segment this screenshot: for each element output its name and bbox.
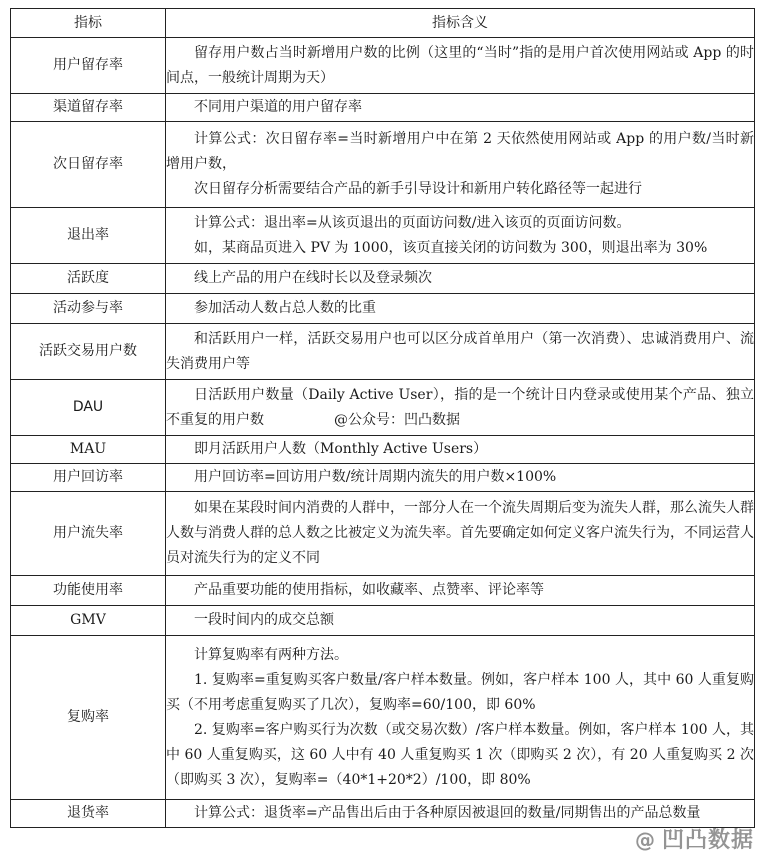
metric-name: 活跃交易用户数 <box>11 324 166 380</box>
table-row <box>11 492 755 576</box>
metric-description <box>166 464 755 492</box>
metric-description <box>166 606 755 636</box>
description-line: 不同用户渠道的用户留存率 <box>194 99 362 115</box>
brand-watermark-text: 凹凸数据 <box>661 828 754 853</box>
header-meaning: 指标含义 <box>166 9 755 38</box>
table-row <box>11 606 755 636</box>
metric-description <box>166 576 755 606</box>
description-line: 计算公式：次日留存率=当时新增用户中在第 2 天依然使用网站或 App 的用户数/当时新增用户数， <box>166 131 754 172</box>
table-header-row <box>11 9 755 38</box>
metric-description <box>166 208 755 264</box>
table-row <box>11 436 755 464</box>
table-row <box>11 38 755 94</box>
at-icon: @ <box>634 828 656 852</box>
metric-description <box>166 636 755 800</box>
description-line: 一段时间内的成交总额 <box>194 612 334 628</box>
metric-description <box>166 324 755 380</box>
description-line: 线上产品的用户在线时长以及登录频次 <box>194 270 432 286</box>
header-metric: 指标 <box>11 9 166 38</box>
description-line: 用户回访率=回访用户数/统计周期内流失的用户数×100% <box>194 469 557 485</box>
description-line: 日活跃用户数量（Daily Active User），指的是一个统计日内登录或使用某个产品、独立不重复的用户数 <box>166 386 754 428</box>
table-row <box>11 208 755 264</box>
description-line: 即月活跃用户人数（Monthly Active Users） <box>194 441 488 457</box>
metric-description <box>166 94 755 122</box>
description-line: 如果在某段时间内消费的人群中，一部分人在一个流失周期后变为流失人群，那么流失人群人数与消费人群的总人数之比被定义为流失率。首先要确定如何定义客户流失行为，不同运营人员对流失行为的定义不同 <box>166 500 754 566</box>
metric-name: DAU <box>11 380 166 436</box>
table-row <box>11 800 755 828</box>
inline-watermark: @公众号：凹凸数据 <box>334 411 460 428</box>
table-row <box>11 94 755 122</box>
metric-name: 用户留存率 <box>11 38 166 94</box>
metric-description <box>166 800 755 828</box>
metric-name: GMV <box>11 606 166 636</box>
metric-name: MAU <box>11 436 166 464</box>
metric-description <box>166 38 755 94</box>
description-line: 2. 复购率=客户购买行为次数（或交易次数）/客户样本数量。例如，客户样本 100 人，其中 60 人重复购买，这 60 人中有 40 人重复购买 1 次（即购买 2 次），有 20 人重复购买 2 次（即购买 3 次），复购率=（40*1+20*2）/100，即 80% <box>166 721 754 788</box>
metric-description <box>166 492 755 576</box>
description-line: 次日留存分析需要结合产品的新手引导设计和新用户转化路径等一起进行 <box>194 181 642 197</box>
metric-name: 用户流失率 <box>11 492 166 576</box>
description-line: 计算公式：退出率=从该页退出的页面访问数/进入该页的页面访问数。 <box>194 214 631 231</box>
table-row <box>11 294 755 324</box>
metric-name: 退货率 <box>11 800 166 828</box>
metric-description <box>166 380 755 436</box>
description-line: 和活跃用户一样，活跃交易用户也可以区分成首单用户（第一次消费）、忠诚消费用户、流失消费用户等 <box>166 330 754 372</box>
description-line: 计算复购率有两种方法。 <box>194 646 348 663</box>
table-row <box>11 264 755 294</box>
metric-name: 用户回访率 <box>11 464 166 492</box>
metric-description <box>166 122 755 208</box>
metric-name: 渠道留存率 <box>11 94 166 122</box>
description-line: 留存用户数占当时新增用户数的比例（这里的“当时”指的是用户首次使用网站或 App 的时间点，一般统计周期为天） <box>166 44 754 86</box>
description-line: 如，某商品页进入 PV 为 1000，该页直接关闭的访问数为 300，则退出率为 30% <box>194 239 708 256</box>
table-row <box>11 576 755 606</box>
metric-description <box>166 264 755 294</box>
description-line: 1. 复购率=重复购买客户数量/客户样本数量。例如，客户样本 100 人，其中 60 人重复购买（不用考虑重复购买了几次），复购率=60/100，即 60% <box>166 671 754 713</box>
metric-name: 活跃度 <box>11 264 166 294</box>
description-line: 参加活动人数占总人数的比重 <box>194 300 376 316</box>
description-line: 产品重要功能的使用指标，如收藏率、点赞率、评论率等 <box>194 582 544 598</box>
table-row <box>11 380 755 436</box>
metric-name: 复购率 <box>11 636 166 800</box>
metrics-sheet <box>10 8 754 828</box>
table-row <box>11 324 755 380</box>
metric-description <box>166 436 755 464</box>
table-row <box>11 636 755 800</box>
metric-name: 次日留存率 <box>11 122 166 208</box>
table-row <box>11 464 755 492</box>
description-line: 计算公式：退货率=产品售出后由于各种原因被退回的数量/同期售出的产品总数量 <box>194 805 701 821</box>
table-row <box>11 122 755 208</box>
metrics-table <box>10 8 755 828</box>
metric-name: 活动参与率 <box>11 294 166 324</box>
metric-name: 功能使用率 <box>11 576 166 606</box>
metric-description <box>166 294 755 324</box>
metric-name: 退出率 <box>11 208 166 264</box>
